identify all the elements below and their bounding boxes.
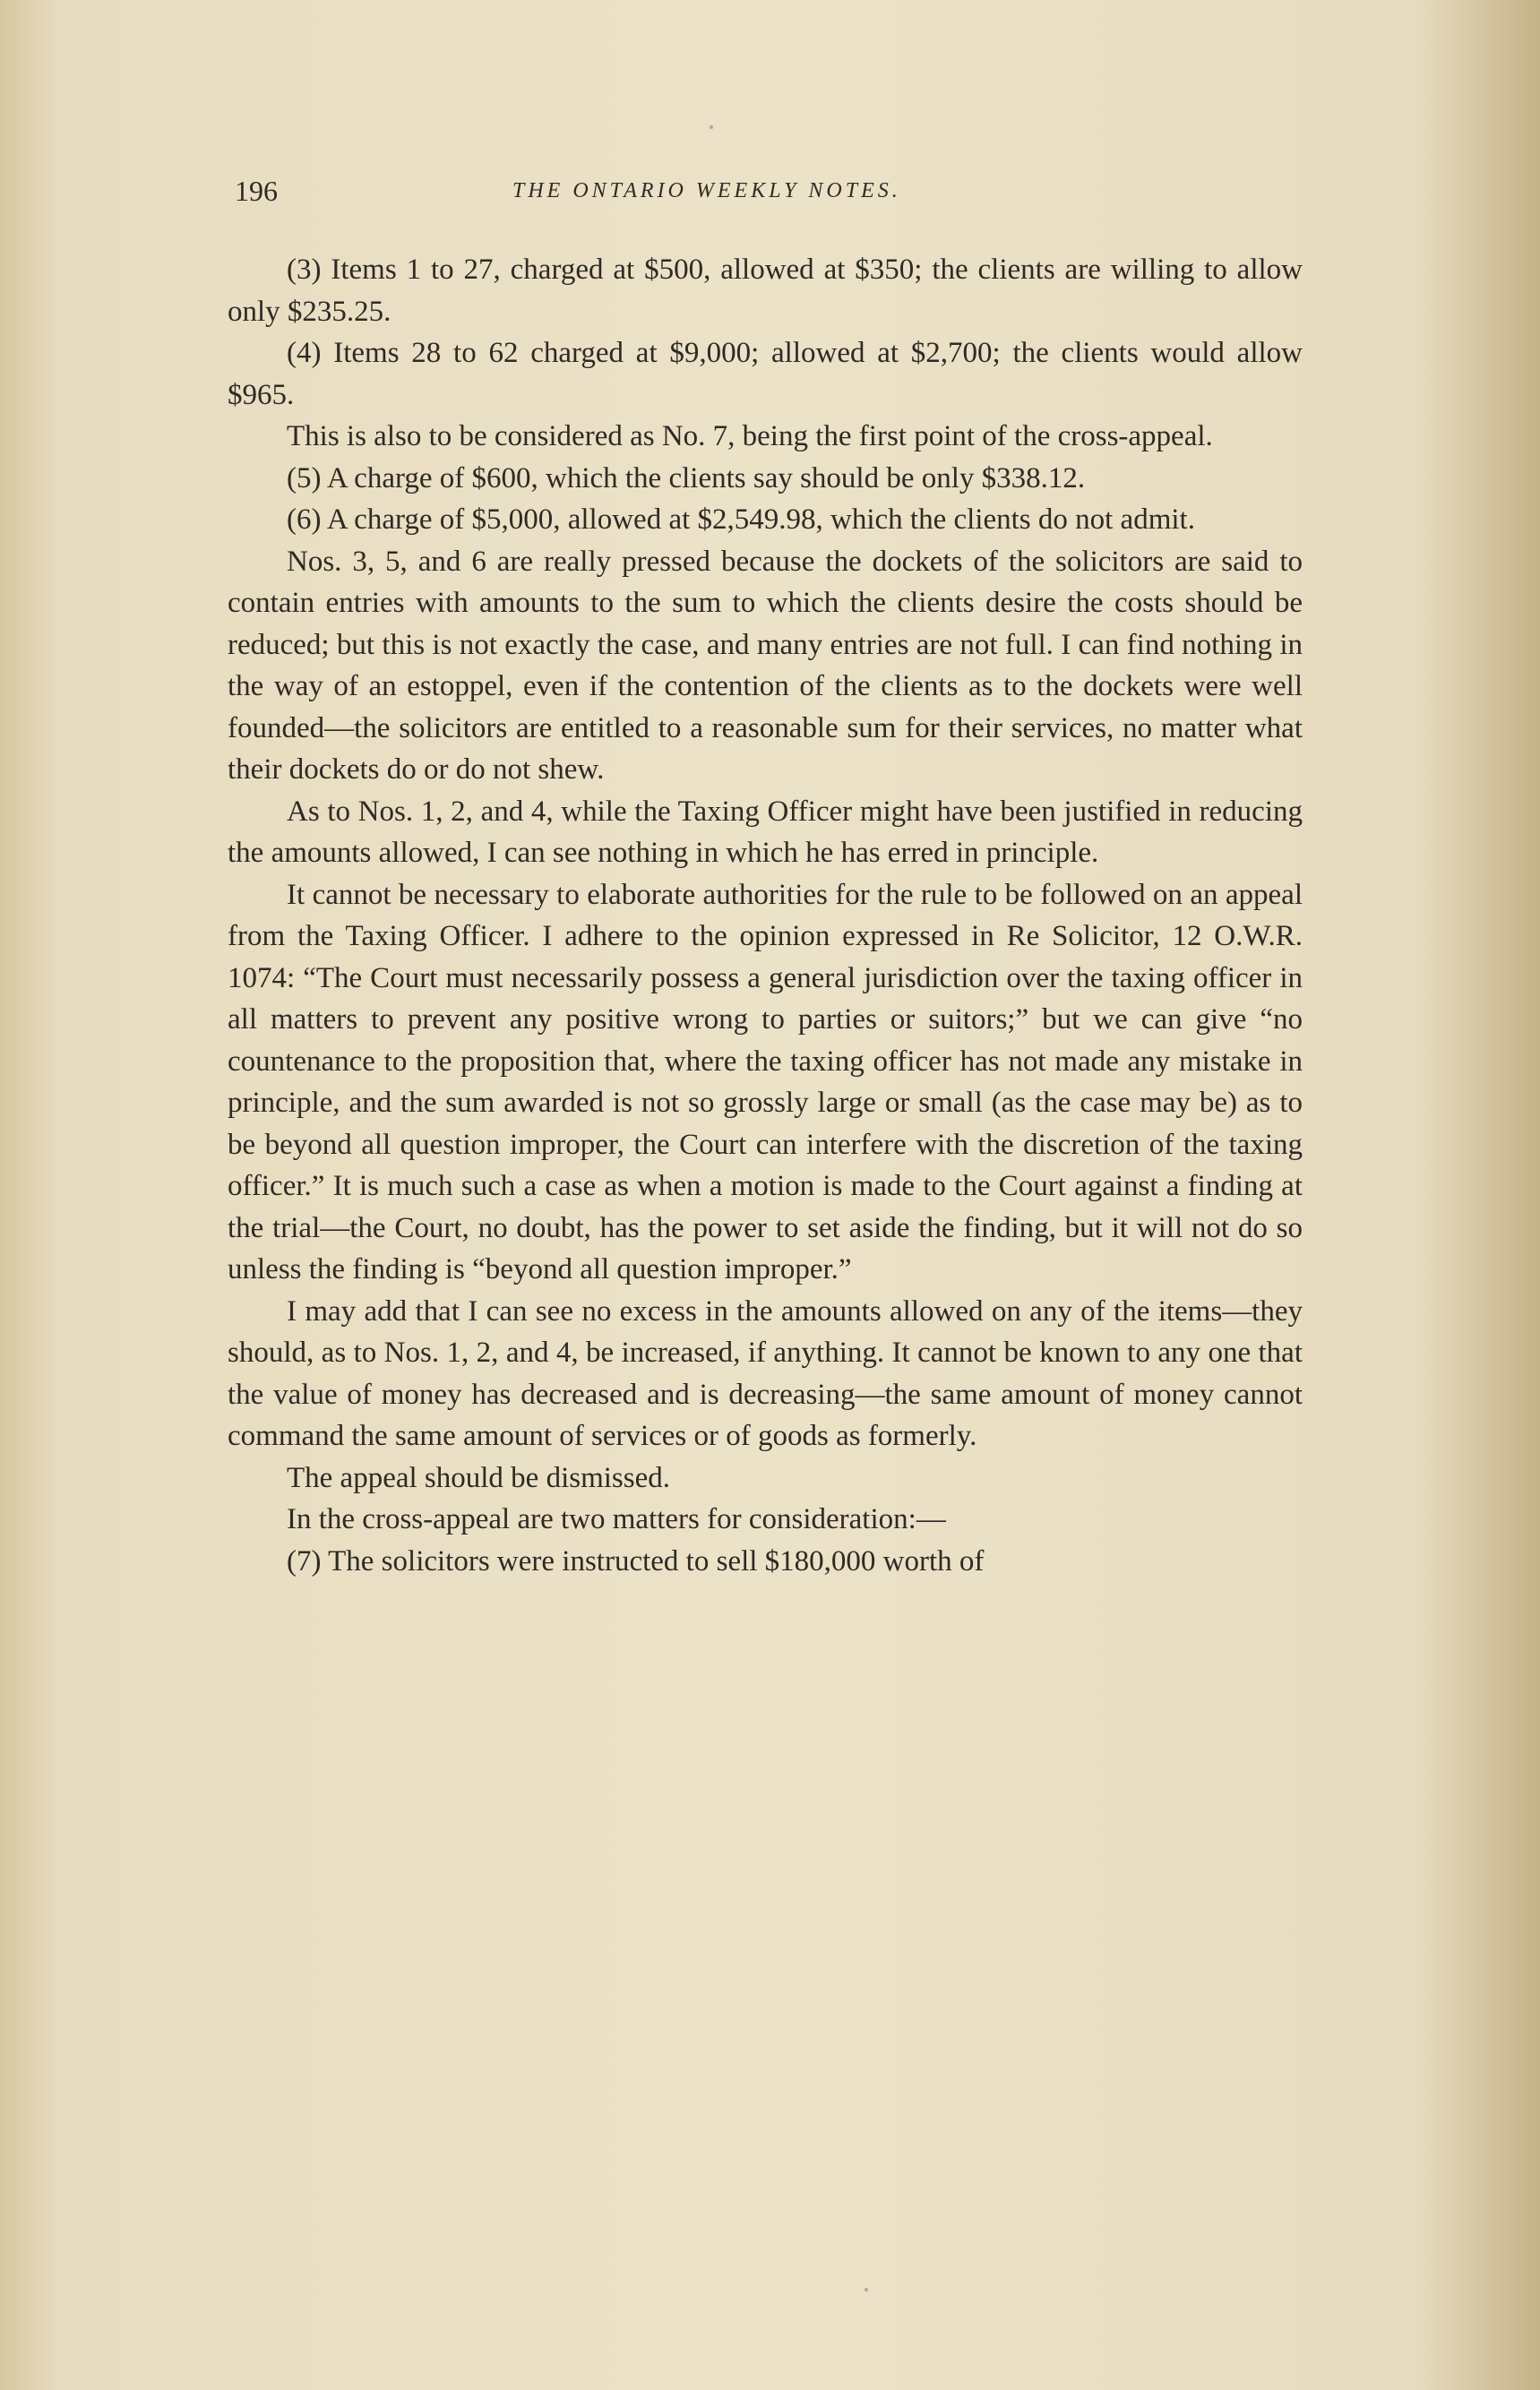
paragraph-2: (4) Items 28 to 62 charged at $9,000; allowed at $2,700; the clients would allow $965.: [228, 337, 1303, 411]
paper-speck: [710, 125, 713, 129]
paragraph-7: As to Nos. 1, 2, and 4, while the Taxing Officer might have been justified in reducing the amounts allowed, I can see nothing in which he has erred in principle.: [228, 795, 1303, 869]
paragraph-11: In the cross-appeal are two matters for consideration:—: [287, 1503, 946, 1535]
page-header: [235, 173, 1305, 216]
paragraph-4: (5) A charge of $600, which the clients say should be only $338.12.: [287, 461, 1086, 494]
paragraph-6: Nos. 3, 5, and 6 are really pressed because the dockets of the solicitors are said to contain entries with amounts to the sum to which the clients desire the costs should be reduced; but this is not exactly the case, and many entries are not full. I can find nothing in the way of an estoppel, even if the contention of the clients as to the dockets were well founded—the solicitors are entitled to a reasonable sum for their services, no matter what their dockets do or do not shew.: [228, 545, 1303, 786]
paragraph-3: This is also to be considered as No. 7, being the first point of the cross-appeal.: [287, 420, 1213, 452]
paragraph-8: It cannot be necessary to elaborate authorities for the rule to be followed on an appeal from the Taxing Officer. I adhere to the opinion expressed in Re Solicitor, 12 O.W.R. 1074: “The Court must necessarily possess a general jurisdiction over the taxing officer in all matters to prevent any positive wrong to parties or suitors;” but we can give “no countenance to the proposition that, where the taxing officer has not made any mistake in principle, and the sum awarded is not so grossly large or small (as the case may be) as to be beyond all question improper, the Court can interfere with the discretion of the taxing officer.” It is much such a case as when a motion is made to the Court against a finding at the trial—the Court, no doubt, has the power to set aside the finding, but it will not do so unless the finding is “beyond all question improper.”: [228, 878, 1303, 1285]
page-number: 196: [235, 175, 278, 207]
paper-speck: [865, 2288, 868, 2291]
body-text: [228, 249, 1303, 1582]
paragraph-5: (6) A charge of $5,000, allowed at $2,549.98, which the clients do not admit.: [287, 503, 1195, 536]
paragraph-10: The appeal should be dismissed.: [287, 1461, 671, 1494]
paragraph-12: (7) The solicitors were instructed to sell $180,000 worth of: [287, 1544, 985, 1578]
paper-speck: [818, 641, 822, 645]
paragraph-1: (3) Items 1 to 27, charged at $500, allowed at $350; the clients are willing to allow only $235.25.: [228, 254, 1303, 328]
paragraph-9: I may add that I can see no excess in the amounts allowed on any of the items—they should, as to Nos. 1, 2, and 4, be increased, if anything. It cannot be known to any one that the value of money has decreased and is decreasing—the same amount of money cannot command the same amount of services or of goods as formerly.: [228, 1294, 1303, 1452]
running-title: THE ONTARIO WEEKLY NOTES.: [512, 179, 901, 202]
